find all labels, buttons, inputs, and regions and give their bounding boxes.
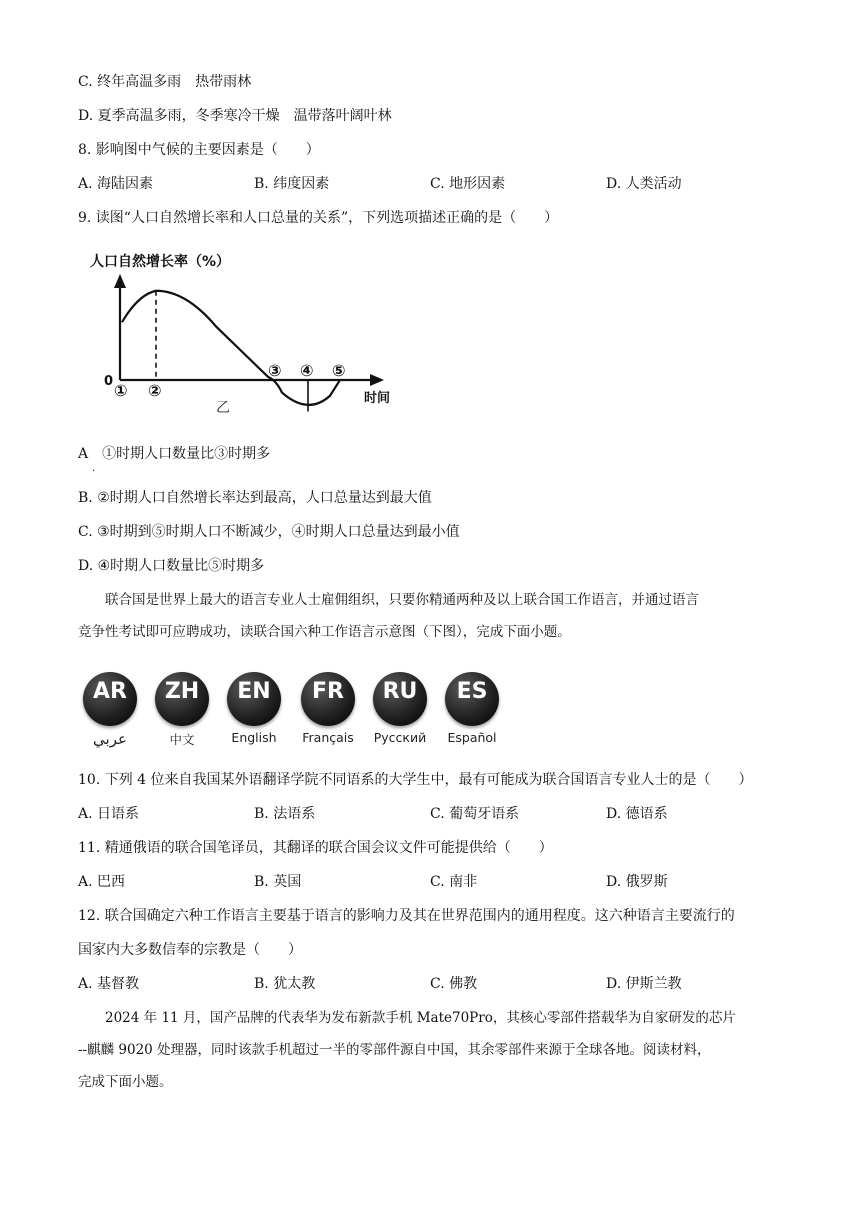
passage-huawei (78, 1008, 784, 1092)
language-name: عربي (93, 730, 127, 748)
q10-option-c: C. 葡萄牙语系 (430, 806, 520, 822)
q9-option-c: C. ③时期到⑤时期人口不断减少，④时期人口总量达到最小值 (78, 524, 460, 540)
stray-dot: · (92, 466, 96, 477)
y-axis-arrow (114, 274, 126, 288)
period-label: ⑤ (332, 361, 346, 380)
chart-xlabel: 时间 (364, 391, 391, 406)
language-code-badge: FR (301, 672, 355, 726)
population-growth-chart (86, 246, 396, 416)
passage-un-languages (78, 590, 784, 642)
language-code-badge: RU (373, 672, 427, 726)
language-name: Русский (373, 730, 427, 745)
language-code-badge: ZH (155, 672, 209, 726)
q12-stem-line2: 国家内大多数信奉的宗教是（ ） (78, 942, 302, 958)
q12-option-a: A. 基督教 (78, 976, 140, 992)
q11-option-d: D. 俄罗斯 (606, 874, 668, 890)
language-fr (298, 672, 358, 745)
passage1-line1: 联合国是世界上最大的语言专业人士雇佣组织，只要你精通两种及以上联合国工作语言，并通过语言 (105, 592, 699, 608)
chart-origin: 0 (104, 374, 114, 389)
q10-option-a: A. 日语系 (78, 806, 140, 822)
q8-stem: 8. 影响图中气候的主要因素是（ ） (78, 142, 320, 158)
language-zh (152, 672, 212, 748)
q12-option-d: D. 伊斯兰教 (606, 976, 682, 992)
q9-option-a: A ①时期人口数量比③时期多 (78, 446, 271, 462)
passage2-line3: 完成下面小题。 (78, 1074, 173, 1090)
q8-option-c: C. 地形因素 (430, 176, 506, 192)
q9-option-b: B. ②时期人口自然增长率达到最高，人口总量达到最大值 (78, 490, 432, 506)
language-code-badge: EN (227, 672, 281, 726)
language-code-badge: AR (83, 672, 137, 726)
q8-option-b: B. 纬度因素 (254, 176, 330, 192)
passage2-line2: --麒麟 9020 处理器，同时该款手机超过一半的零部件源自中国，其余零部件来源于全球各地。阅读材料， (78, 1042, 711, 1058)
q10-stem: 10. 下列 4 位来自我国某外语翻译学院不同语系的大学生中，最有可能成为联合国语言专业人士的是（ ） (78, 772, 753, 788)
q8-option-a: A. 海陆因素 (78, 176, 154, 192)
q11-stem: 11. 精通俄语的联合国笔译员，其翻译的联合国会议文件可能提供给（ ） (78, 840, 553, 856)
passage2-line1: 2024 年 11 月，国产品牌的代表华为发布新款手机 Mate70Pro，其核心零部件搭载华为自家研发的芯片 (105, 1010, 736, 1026)
language-code-badge: ES (445, 672, 499, 726)
q11-option-a: A. 巴西 (78, 874, 126, 890)
q9-stem: 9. 读图“人口自然增长率和人口总量的关系”，下列选项描述正确的是（ ） (78, 210, 559, 226)
period-label: ① (114, 381, 128, 400)
period-label: ② (148, 381, 162, 400)
period-label: ④ (300, 361, 314, 380)
passage1-line2: 竞争性考试即可应聘成功，读联合国六种工作语言示意图（下图），完成下面小题。 (78, 624, 571, 640)
language-name: 中文 (169, 732, 195, 747)
q9-option-d: D. ④时期人口数量比⑤时期多 (78, 558, 265, 574)
language-ru (370, 672, 430, 745)
language-en (224, 672, 284, 745)
q10-option-d: D. 德语系 (606, 806, 668, 822)
q7-option-d: D. 夏季高温多雨，冬季寒冷干燥 温带落叶阔叶林 (78, 108, 392, 124)
x-axis-arrow (370, 374, 384, 386)
period-label: ③ (268, 361, 282, 380)
q12-option-b: B. 犹太教 (254, 976, 316, 992)
q7-option-c: C. 终年高温多雨 热带雨林 (78, 74, 252, 90)
language-es (442, 672, 502, 745)
q8-option-d: D. 人类活动 (606, 176, 682, 192)
chart-ylabel: 人口自然增长率（%） (90, 254, 231, 270)
language-name: Español (447, 730, 497, 745)
language-name: English (231, 730, 277, 745)
q12-stem-line1: 12. 联合国确定六种工作语言主要基于语言的影响力及其在世界范围内的通用程度。这六种语言主要流行的 (78, 908, 735, 924)
q12-option-c: C. 佛教 (430, 976, 478, 992)
q11-option-b: B. 英国 (254, 874, 302, 890)
chart-caption: 乙 (216, 400, 230, 416)
q11-option-c: C. 南非 (430, 874, 478, 890)
un-languages-figure (80, 672, 510, 752)
q10-option-b: B. 法语系 (254, 806, 316, 822)
language-ar (80, 672, 140, 748)
language-name: Français (302, 730, 354, 745)
